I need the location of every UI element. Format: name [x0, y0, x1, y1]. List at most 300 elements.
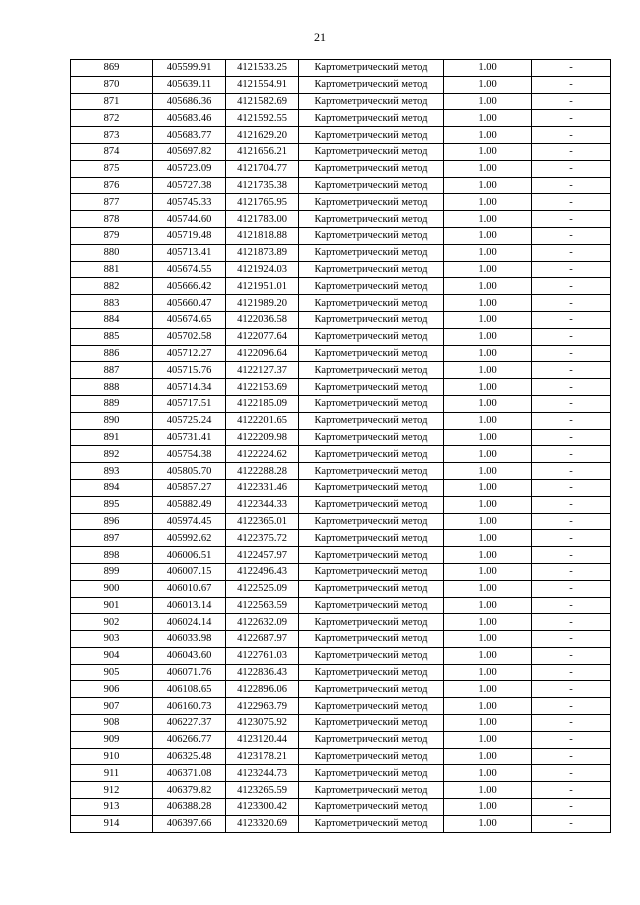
- y-coordinate-cell: 4121629.20: [226, 127, 299, 144]
- note-cell: -: [532, 647, 611, 664]
- accuracy-cell: 1.00: [444, 563, 532, 580]
- table-row: [71, 60, 611, 77]
- note-cell: -: [532, 177, 611, 194]
- note-cell: -: [532, 698, 611, 715]
- x-coordinate-cell: 405719.48: [153, 227, 226, 244]
- y-coordinate-cell: 4122365.01: [226, 513, 299, 530]
- method-cell: Картометрический метод: [299, 160, 444, 177]
- point-number-cell: 898: [71, 547, 153, 564]
- accuracy-cell: 1.00: [444, 698, 532, 715]
- y-coordinate-cell: 4122153.69: [226, 379, 299, 396]
- table-row: [71, 395, 611, 412]
- note-cell: -: [532, 664, 611, 681]
- table-row: [71, 597, 611, 614]
- note-cell: -: [532, 362, 611, 379]
- point-number-cell: 907: [71, 698, 153, 715]
- note-cell: -: [532, 765, 611, 782]
- table-row: [71, 815, 611, 832]
- method-cell: Картометрический метод: [299, 345, 444, 362]
- accuracy-cell: 1.00: [444, 748, 532, 765]
- accuracy-cell: 1.00: [444, 429, 532, 446]
- point-number-cell: 890: [71, 412, 153, 429]
- point-number-cell: 879: [71, 227, 153, 244]
- method-cell: Картометрический метод: [299, 60, 444, 77]
- accuracy-cell: 1.00: [444, 261, 532, 278]
- method-cell: Картометрический метод: [299, 513, 444, 530]
- method-cell: Картометрический метод: [299, 715, 444, 732]
- table-row: [71, 379, 611, 396]
- y-coordinate-cell: 4121533.25: [226, 60, 299, 77]
- note-cell: -: [532, 160, 611, 177]
- x-coordinate-cell: 406160.73: [153, 698, 226, 715]
- point-number-cell: 875: [71, 160, 153, 177]
- point-number-cell: 904: [71, 647, 153, 664]
- note-cell: -: [532, 446, 611, 463]
- point-number-cell: 902: [71, 614, 153, 631]
- method-cell: Картометрический метод: [299, 93, 444, 110]
- table-row: [71, 698, 611, 715]
- table-row: [71, 227, 611, 244]
- x-coordinate-cell: 405702.58: [153, 328, 226, 345]
- table-row: [71, 160, 611, 177]
- point-number-cell: 869: [71, 60, 153, 77]
- y-coordinate-cell: 4122563.59: [226, 597, 299, 614]
- point-number-cell: 891: [71, 429, 153, 446]
- note-cell: -: [532, 261, 611, 278]
- table-row: [71, 110, 611, 127]
- accuracy-cell: 1.00: [444, 345, 532, 362]
- note-cell: -: [532, 311, 611, 328]
- note-cell: -: [532, 597, 611, 614]
- y-coordinate-cell: 4123300.42: [226, 799, 299, 816]
- accuracy-cell: 1.00: [444, 815, 532, 832]
- y-coordinate-cell: 4122331.46: [226, 479, 299, 496]
- y-coordinate-cell: 4122632.09: [226, 614, 299, 631]
- method-cell: Картометрический метод: [299, 799, 444, 816]
- y-coordinate-cell: 4122127.37: [226, 362, 299, 379]
- method-cell: Картометрический метод: [299, 631, 444, 648]
- method-cell: Картометрический метод: [299, 177, 444, 194]
- accuracy-cell: 1.00: [444, 244, 532, 261]
- method-cell: Картометрический метод: [299, 429, 444, 446]
- method-cell: Картометрический метод: [299, 362, 444, 379]
- note-cell: -: [532, 328, 611, 345]
- y-coordinate-cell: 4122201.65: [226, 412, 299, 429]
- y-coordinate-cell: 4121783.00: [226, 211, 299, 228]
- x-coordinate-cell: 405992.62: [153, 530, 226, 547]
- accuracy-cell: 1.00: [444, 412, 532, 429]
- point-number-cell: 894: [71, 479, 153, 496]
- x-coordinate-cell: 406071.76: [153, 664, 226, 681]
- x-coordinate-cell: 406227.37: [153, 715, 226, 732]
- x-coordinate-cell: 405683.77: [153, 127, 226, 144]
- point-number-cell: 878: [71, 211, 153, 228]
- method-cell: Картометрический метод: [299, 664, 444, 681]
- y-coordinate-cell: 4122209.98: [226, 429, 299, 446]
- x-coordinate-cell: 405744.60: [153, 211, 226, 228]
- method-cell: Картометрический метод: [299, 597, 444, 614]
- accuracy-cell: 1.00: [444, 278, 532, 295]
- x-coordinate-cell: 405666.42: [153, 278, 226, 295]
- table-row: [71, 614, 611, 631]
- y-coordinate-cell: 4121989.20: [226, 295, 299, 312]
- method-cell: Картометрический метод: [299, 76, 444, 93]
- method-cell: Картометрический метод: [299, 127, 444, 144]
- note-cell: -: [532, 429, 611, 446]
- y-coordinate-cell: 4121765.95: [226, 194, 299, 211]
- accuracy-cell: 1.00: [444, 93, 532, 110]
- method-cell: Картометрический метод: [299, 681, 444, 698]
- table-row: [71, 681, 611, 698]
- method-cell: Картометрический метод: [299, 412, 444, 429]
- y-coordinate-cell: 4121951.01: [226, 278, 299, 295]
- table-row: [71, 647, 611, 664]
- accuracy-cell: 1.00: [444, 496, 532, 513]
- accuracy-cell: 1.00: [444, 143, 532, 160]
- x-coordinate-cell: 406325.48: [153, 748, 226, 765]
- x-coordinate-cell: 405974.45: [153, 513, 226, 530]
- point-number-cell: 896: [71, 513, 153, 530]
- point-number-cell: 903: [71, 631, 153, 648]
- table-row: [71, 194, 611, 211]
- note-cell: -: [532, 479, 611, 496]
- method-cell: Картометрический метод: [299, 496, 444, 513]
- accuracy-cell: 1.00: [444, 715, 532, 732]
- accuracy-cell: 1.00: [444, 479, 532, 496]
- x-coordinate-cell: 406033.98: [153, 631, 226, 648]
- y-coordinate-cell: 4123320.69: [226, 815, 299, 832]
- table-row: [71, 463, 611, 480]
- point-number-cell: 870: [71, 76, 153, 93]
- x-coordinate-cell: 405745.33: [153, 194, 226, 211]
- table-row: [71, 93, 611, 110]
- accuracy-cell: 1.00: [444, 614, 532, 631]
- note-cell: -: [532, 76, 611, 93]
- x-coordinate-cell: 405754.38: [153, 446, 226, 463]
- note-cell: -: [532, 530, 611, 547]
- table-row: [71, 261, 611, 278]
- x-coordinate-cell: 405697.82: [153, 143, 226, 160]
- note-cell: -: [532, 60, 611, 77]
- method-cell: Картометрический метод: [299, 395, 444, 412]
- table-row: [71, 311, 611, 328]
- coordinates-table: [70, 59, 611, 833]
- accuracy-cell: 1.00: [444, 177, 532, 194]
- y-coordinate-cell: 4123244.73: [226, 765, 299, 782]
- method-cell: Картометрический метод: [299, 815, 444, 832]
- y-coordinate-cell: 4121735.38: [226, 177, 299, 194]
- method-cell: Картометрический метод: [299, 379, 444, 396]
- table-row: [71, 748, 611, 765]
- accuracy-cell: 1.00: [444, 731, 532, 748]
- accuracy-cell: 1.00: [444, 328, 532, 345]
- table-row: [71, 177, 611, 194]
- note-cell: -: [532, 127, 611, 144]
- point-number-cell: 906: [71, 681, 153, 698]
- point-number-cell: 877: [71, 194, 153, 211]
- x-coordinate-cell: 405713.41: [153, 244, 226, 261]
- point-number-cell: 899: [71, 563, 153, 580]
- y-coordinate-cell: 4121818.88: [226, 227, 299, 244]
- table-row: [71, 244, 611, 261]
- point-number-cell: 885: [71, 328, 153, 345]
- accuracy-cell: 1.00: [444, 580, 532, 597]
- table-row: [71, 664, 611, 681]
- method-cell: Картометрический метод: [299, 530, 444, 547]
- accuracy-cell: 1.00: [444, 799, 532, 816]
- y-coordinate-cell: 4122457.97: [226, 547, 299, 564]
- accuracy-cell: 1.00: [444, 647, 532, 664]
- table-row: [71, 412, 611, 429]
- note-cell: -: [532, 379, 611, 396]
- method-cell: Картометрический метод: [299, 278, 444, 295]
- point-number-cell: 910: [71, 748, 153, 765]
- point-number-cell: 901: [71, 597, 153, 614]
- x-coordinate-cell: 405674.65: [153, 311, 226, 328]
- note-cell: -: [532, 513, 611, 530]
- method-cell: Картометрический метод: [299, 110, 444, 127]
- note-cell: -: [532, 211, 611, 228]
- note-cell: -: [532, 463, 611, 480]
- point-number-cell: 911: [71, 765, 153, 782]
- x-coordinate-cell: 406010.67: [153, 580, 226, 597]
- table-row: [71, 278, 611, 295]
- x-coordinate-cell: 406043.60: [153, 647, 226, 664]
- table-row: [71, 362, 611, 379]
- y-coordinate-cell: 4122896.06: [226, 681, 299, 698]
- y-coordinate-cell: 4121704.77: [226, 160, 299, 177]
- note-cell: -: [532, 143, 611, 160]
- method-cell: Картометрический метод: [299, 311, 444, 328]
- accuracy-cell: 1.00: [444, 60, 532, 77]
- method-cell: Картометрический метод: [299, 295, 444, 312]
- note-cell: -: [532, 93, 611, 110]
- point-number-cell: 881: [71, 261, 153, 278]
- point-number-cell: 892: [71, 446, 153, 463]
- point-number-cell: 905: [71, 664, 153, 681]
- x-coordinate-cell: 405723.09: [153, 160, 226, 177]
- accuracy-cell: 1.00: [444, 211, 532, 228]
- point-number-cell: 873: [71, 127, 153, 144]
- point-number-cell: 897: [71, 530, 153, 547]
- point-number-cell: 882: [71, 278, 153, 295]
- point-number-cell: 888: [71, 379, 153, 396]
- y-coordinate-cell: 4121924.03: [226, 261, 299, 278]
- point-number-cell: 889: [71, 395, 153, 412]
- y-coordinate-cell: 4121554.91: [226, 76, 299, 93]
- note-cell: -: [532, 345, 611, 362]
- method-cell: Картометрический метод: [299, 227, 444, 244]
- y-coordinate-cell: 4122344.33: [226, 496, 299, 513]
- y-coordinate-cell: 4122525.09: [226, 580, 299, 597]
- point-number-cell: 895: [71, 496, 153, 513]
- note-cell: -: [532, 295, 611, 312]
- method-cell: Картометрический метод: [299, 479, 444, 496]
- table-row: [71, 765, 611, 782]
- method-cell: Картометрический метод: [299, 244, 444, 261]
- accuracy-cell: 1.00: [444, 379, 532, 396]
- coordinates-table-body: [71, 60, 611, 833]
- note-cell: -: [532, 110, 611, 127]
- table-row: [71, 143, 611, 160]
- table-row: [71, 782, 611, 799]
- accuracy-cell: 1.00: [444, 597, 532, 614]
- method-cell: Картометрический метод: [299, 328, 444, 345]
- method-cell: Картометрический метод: [299, 261, 444, 278]
- table-row: [71, 547, 611, 564]
- x-coordinate-cell: 405717.51: [153, 395, 226, 412]
- x-coordinate-cell: 405686.36: [153, 93, 226, 110]
- y-coordinate-cell: 4122687.97: [226, 631, 299, 648]
- method-cell: Картометрический метод: [299, 446, 444, 463]
- y-coordinate-cell: 4122496.43: [226, 563, 299, 580]
- point-number-cell: 909: [71, 731, 153, 748]
- accuracy-cell: 1.00: [444, 311, 532, 328]
- y-coordinate-cell: 4122185.09: [226, 395, 299, 412]
- accuracy-cell: 1.00: [444, 782, 532, 799]
- note-cell: -: [532, 278, 611, 295]
- point-number-cell: 874: [71, 143, 153, 160]
- method-cell: Картометрический метод: [299, 614, 444, 631]
- accuracy-cell: 1.00: [444, 765, 532, 782]
- method-cell: Картометрический метод: [299, 463, 444, 480]
- table-row: [71, 731, 611, 748]
- method-cell: Картометрический метод: [299, 580, 444, 597]
- note-cell: -: [532, 631, 611, 648]
- point-number-cell: 880: [71, 244, 153, 261]
- x-coordinate-cell: 406013.14: [153, 597, 226, 614]
- note-cell: -: [532, 563, 611, 580]
- table-row: [71, 530, 611, 547]
- accuracy-cell: 1.00: [444, 295, 532, 312]
- accuracy-cell: 1.00: [444, 160, 532, 177]
- table-row: [71, 295, 611, 312]
- accuracy-cell: 1.00: [444, 127, 532, 144]
- x-coordinate-cell: 406007.15: [153, 563, 226, 580]
- table-row: [71, 580, 611, 597]
- y-coordinate-cell: 4121592.55: [226, 110, 299, 127]
- method-cell: Картометрический метод: [299, 698, 444, 715]
- table-row: [71, 446, 611, 463]
- table-row: [71, 479, 611, 496]
- note-cell: -: [532, 799, 611, 816]
- accuracy-cell: 1.00: [444, 513, 532, 530]
- point-number-cell: 914: [71, 815, 153, 832]
- y-coordinate-cell: 4122836.43: [226, 664, 299, 681]
- table-row: [71, 563, 611, 580]
- accuracy-cell: 1.00: [444, 547, 532, 564]
- point-number-cell: 913: [71, 799, 153, 816]
- y-coordinate-cell: 4123265.59: [226, 782, 299, 799]
- y-coordinate-cell: 4122224.62: [226, 446, 299, 463]
- y-coordinate-cell: 4121873.89: [226, 244, 299, 261]
- x-coordinate-cell: 406371.08: [153, 765, 226, 782]
- y-coordinate-cell: 4122761.03: [226, 647, 299, 664]
- x-coordinate-cell: 405715.76: [153, 362, 226, 379]
- x-coordinate-cell: 406266.77: [153, 731, 226, 748]
- note-cell: -: [532, 496, 611, 513]
- note-cell: -: [532, 731, 611, 748]
- method-cell: Картометрический метод: [299, 211, 444, 228]
- point-number-cell: 900: [71, 580, 153, 597]
- method-cell: Картометрический метод: [299, 731, 444, 748]
- x-coordinate-cell: 405714.34: [153, 379, 226, 396]
- x-coordinate-cell: 406024.14: [153, 614, 226, 631]
- table-row: [71, 513, 611, 530]
- x-coordinate-cell: 405725.24: [153, 412, 226, 429]
- x-coordinate-cell: 405712.27: [153, 345, 226, 362]
- point-number-cell: 887: [71, 362, 153, 379]
- point-number-cell: 876: [71, 177, 153, 194]
- table-row: [71, 631, 611, 648]
- accuracy-cell: 1.00: [444, 631, 532, 648]
- y-coordinate-cell: 4122963.79: [226, 698, 299, 715]
- x-coordinate-cell: 406006.51: [153, 547, 226, 564]
- x-coordinate-cell: 405660.47: [153, 295, 226, 312]
- y-coordinate-cell: 4121582.69: [226, 93, 299, 110]
- table-row: [71, 211, 611, 228]
- table-row: [71, 496, 611, 513]
- note-cell: -: [532, 194, 611, 211]
- note-cell: -: [532, 681, 611, 698]
- point-number-cell: 908: [71, 715, 153, 732]
- x-coordinate-cell: 406388.28: [153, 799, 226, 816]
- y-coordinate-cell: 4122036.58: [226, 311, 299, 328]
- table-row: [71, 127, 611, 144]
- y-coordinate-cell: 4122288.28: [226, 463, 299, 480]
- note-cell: -: [532, 412, 611, 429]
- accuracy-cell: 1.00: [444, 463, 532, 480]
- method-cell: Картометрический метод: [299, 547, 444, 564]
- point-number-cell: 912: [71, 782, 153, 799]
- note-cell: -: [532, 614, 611, 631]
- x-coordinate-cell: 405805.70: [153, 463, 226, 480]
- point-number-cell: 871: [71, 93, 153, 110]
- y-coordinate-cell: 4123075.92: [226, 715, 299, 732]
- x-coordinate-cell: 405639.11: [153, 76, 226, 93]
- method-cell: Картометрический метод: [299, 563, 444, 580]
- x-coordinate-cell: 405731.41: [153, 429, 226, 446]
- table-row: [71, 715, 611, 732]
- accuracy-cell: 1.00: [444, 395, 532, 412]
- accuracy-cell: 1.00: [444, 194, 532, 211]
- accuracy-cell: 1.00: [444, 110, 532, 127]
- method-cell: Картометрический метод: [299, 194, 444, 211]
- y-coordinate-cell: 4122096.64: [226, 345, 299, 362]
- table-row: [71, 76, 611, 93]
- accuracy-cell: 1.00: [444, 227, 532, 244]
- method-cell: Картометрический метод: [299, 765, 444, 782]
- note-cell: -: [532, 547, 611, 564]
- accuracy-cell: 1.00: [444, 76, 532, 93]
- note-cell: -: [532, 815, 611, 832]
- note-cell: -: [532, 580, 611, 597]
- point-number-cell: 872: [71, 110, 153, 127]
- method-cell: Картометрический метод: [299, 782, 444, 799]
- table-row: [71, 799, 611, 816]
- point-number-cell: 886: [71, 345, 153, 362]
- x-coordinate-cell: 405674.55: [153, 261, 226, 278]
- accuracy-cell: 1.00: [444, 530, 532, 547]
- x-coordinate-cell: 405683.46: [153, 110, 226, 127]
- note-cell: -: [532, 395, 611, 412]
- x-coordinate-cell: 405857.27: [153, 479, 226, 496]
- table-row: [71, 328, 611, 345]
- method-cell: Картометрический метод: [299, 748, 444, 765]
- note-cell: -: [532, 715, 611, 732]
- accuracy-cell: 1.00: [444, 446, 532, 463]
- y-coordinate-cell: 4121656.21: [226, 143, 299, 160]
